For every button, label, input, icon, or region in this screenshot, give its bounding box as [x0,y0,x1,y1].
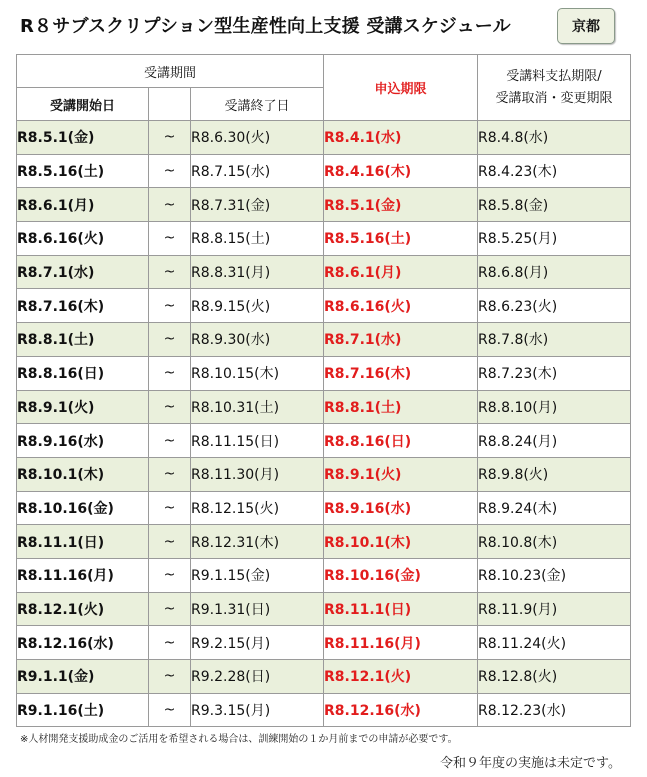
table-row [17,457,631,491]
deadline-cell: R8.7.16(木) [324,356,478,390]
end-date-cell: R9.1.31(日) [191,592,324,626]
payment-deadline-header-line2: 受講取消・変更期限 [495,90,613,106]
deadline-cell: R8.6.16(火) [324,289,478,323]
payment-deadline-cell: R8.4.23(木) [478,154,631,188]
tilde-cell: ~ [149,255,191,289]
deadline-cell: R8.10.1(木) [324,525,478,559]
start-date-cell: R8.5.1(金) [17,121,149,155]
table-row [17,424,631,458]
end-date-cell: R8.12.15(火) [191,491,324,525]
tilde-cell: ~ [149,121,191,155]
table-row [17,693,631,727]
payment-deadline-cell: R8.12.23(水) [478,693,631,727]
start-date-header: 受講開始日 [17,88,149,121]
payment-deadline-cell: R8.6.8(月) [478,255,631,289]
start-date-cell: R9.1.1(金) [17,660,149,694]
footer-note: 令和９年度の実施は未定です。 [440,756,621,771]
payment-deadline-header-line1: 受講料支払期限/ [506,68,602,84]
tilde-cell: ~ [149,491,191,525]
end-date-cell: R9.3.15(月) [191,693,324,727]
payment-deadline-cell: R8.7.8(水) [478,323,631,357]
payment-deadline-cell: R8.11.24(火) [478,626,631,660]
deadline-cell: R8.5.1(金) [324,188,478,222]
start-date-cell: R8.12.1(火) [17,592,149,626]
payment-deadline-cell: R8.4.8(水) [478,121,631,155]
table-row [17,188,631,222]
deadline-cell: R8.6.1(月) [324,255,478,289]
tilde-header [149,88,191,121]
end-date-cell: R9.2.15(月) [191,626,324,660]
start-date-cell: R8.8.16(日) [17,356,149,390]
end-date-header: 受講終了日 [191,88,324,121]
start-date-cell: R8.9.16(水) [17,424,149,458]
table-row [17,390,631,424]
tilde-cell: ~ [149,626,191,660]
table-row [17,356,631,390]
deadline-cell: R8.9.16(水) [324,491,478,525]
start-date-cell: R8.6.1(月) [17,188,149,222]
payment-deadline-cell: R8.9.24(木) [478,491,631,525]
end-date-cell: R8.9.15(火) [191,289,324,323]
end-date-cell: R8.10.31(土) [191,390,324,424]
deadline-cell: R8.12.1(火) [324,660,478,694]
start-date-cell: R8.8.1(土) [17,323,149,357]
payment-deadline-cell: R8.5.25(月) [478,222,631,256]
tilde-cell: ~ [149,356,191,390]
payment-deadline-cell: R8.8.10(月) [478,390,631,424]
deadline-cell: R8.7.1(水) [324,323,478,357]
tilde-cell: ~ [149,457,191,491]
end-date-cell: R8.7.31(金) [191,188,324,222]
tilde-cell: ~ [149,222,191,256]
table-row [17,491,631,525]
tilde-cell: ~ [149,525,191,559]
deadline-cell: R8.8.1(土) [324,390,478,424]
table-row [17,323,631,357]
table-row [17,626,631,660]
payment-deadline-cell: R8.11.9(月) [478,592,631,626]
tilde-cell: ~ [149,693,191,727]
start-date-cell: R8.10.1(木) [17,457,149,491]
region-badge: 京都 [557,8,615,44]
end-date-cell: R9.1.15(金) [191,558,324,592]
table-row [17,592,631,626]
table-row [17,222,631,256]
start-date-cell: R8.7.1(水) [17,255,149,289]
deadline-cell: R8.12.16(水) [324,693,478,727]
schedule-table [16,54,631,727]
start-date-cell: R8.5.16(土) [17,154,149,188]
end-date-cell: R8.8.15(土) [191,222,324,256]
tilde-cell: ~ [149,660,191,694]
start-date-cell: R8.10.16(金) [17,491,149,525]
deadline-cell: R8.4.16(木) [324,154,478,188]
tilde-cell: ~ [149,323,191,357]
payment-deadline-cell: R8.10.8(木) [478,525,631,559]
tilde-cell: ~ [149,390,191,424]
deadline-cell: R8.4.1(水) [324,121,478,155]
end-date-cell: R8.10.15(木) [191,356,324,390]
table-row [17,255,631,289]
start-date-cell: R9.1.16(土) [17,693,149,727]
tilde-cell: ~ [149,424,191,458]
table-row [17,289,631,323]
table-row [17,660,631,694]
start-date-cell: R8.11.16(月) [17,558,149,592]
deadline-cell: R8.11.1(日) [324,592,478,626]
end-date-cell: R8.11.15(日) [191,424,324,458]
table-row [17,121,631,155]
table-row [17,154,631,188]
tilde-cell: ~ [149,289,191,323]
start-date-cell: R8.7.16(木) [17,289,149,323]
deadline-cell: R8.9.1(火) [324,457,478,491]
deadline-cell: R8.11.16(月) [324,626,478,660]
deadline-cell: R8.8.16(日) [324,424,478,458]
footnote: ※人材開発支援助成金のご活用を希望される場合は、訓練開始の１か月前までの申請が必要です。 [20,734,458,745]
tilde-cell: ~ [149,592,191,626]
end-date-cell: R8.9.30(水) [191,323,324,357]
tilde-cell: ~ [149,154,191,188]
end-date-cell: R9.2.28(日) [191,660,324,694]
table-row [17,558,631,592]
end-date-cell: R8.7.15(水) [191,154,324,188]
deadline-cell: R8.5.16(土) [324,222,478,256]
start-date-cell: R8.9.1(火) [17,390,149,424]
tilde-cell: ~ [149,558,191,592]
payment-deadline-cell: R8.12.8(火) [478,660,631,694]
payment-deadline-cell: R8.10.23(金) [478,558,631,592]
end-date-cell: R8.6.30(火) [191,121,324,155]
payment-deadline-cell: R8.9.8(火) [478,457,631,491]
end-date-cell: R8.12.31(木) [191,525,324,559]
payment-deadline-cell: R8.7.23(木) [478,356,631,390]
payment-deadline-header [478,55,631,121]
tilde-cell: ~ [149,188,191,222]
period-header: 受講期間 [17,55,324,88]
start-date-cell: R8.6.16(火) [17,222,149,256]
table-row [17,525,631,559]
end-date-cell: R8.8.31(月) [191,255,324,289]
page-title: R８サブスクリプション型生産性向上支援 受講スケジュール [20,16,511,37]
start-date-cell: R8.12.16(水) [17,626,149,660]
payment-deadline-cell: R8.5.8(金) [478,188,631,222]
deadline-cell: R8.10.16(金) [324,558,478,592]
payment-deadline-cell: R8.6.23(火) [478,289,631,323]
payment-deadline-cell: R8.8.24(月) [478,424,631,458]
end-date-cell: R8.11.30(月) [191,457,324,491]
deadline-header: 申込期限 [324,55,478,121]
start-date-cell: R8.11.1(日) [17,525,149,559]
